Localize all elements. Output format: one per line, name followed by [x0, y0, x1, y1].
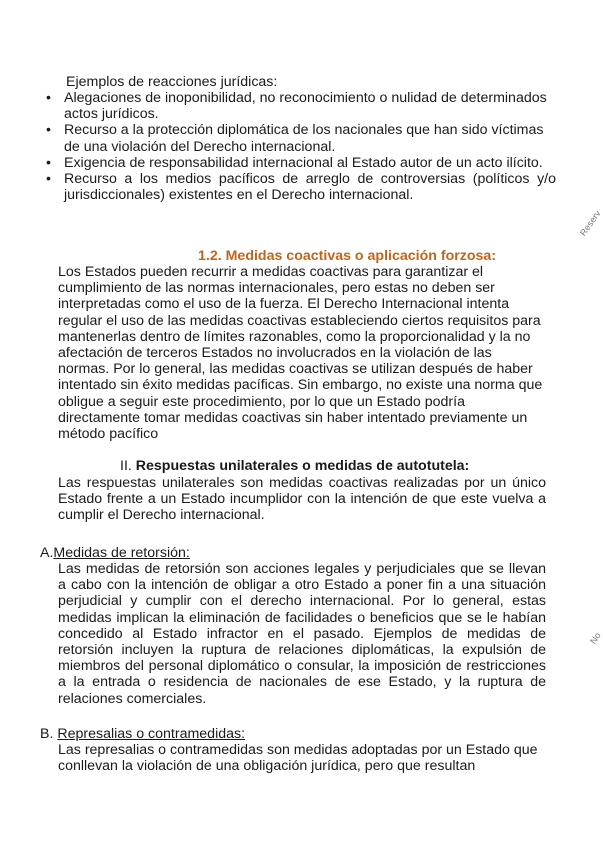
section-body-b: Las represalias o contramedidas son medidas adoptadas por un Estado que conllevan la violación de una obligación jurídica, pero que resultan [58, 742, 538, 775]
section-heading-b [40, 726, 245, 742]
intro-text: Ejemplos de reacciones jurídicas: [66, 74, 278, 90]
section-letter: A. [40, 545, 54, 561]
list-item-text: Alegaciones de inoponibilidad, no reconocimiento o nulidad de determinados actos jurídicos. [64, 90, 547, 123]
section-body-ii: Las respuestas unilaterales son medidas coactivas realizadas por un único Estado frente a un Estado incumplidor con la intención de que este vuelva a cumplir el Derecho internacional. [58, 475, 546, 524]
list-item-text: Recurso a la protección diplomática de los nacionales que han sido víctimas de una violación del Derecho internacional. [64, 122, 544, 155]
bullet-icon: • [46, 90, 51, 106]
list-item [46, 122, 556, 154]
section-heading-a [40, 545, 190, 561]
list-item [46, 90, 556, 122]
list-item [46, 171, 556, 203]
section-heading-1-2: 1.2. Medidas coactivas o aplicación forzosa: [198, 248, 497, 264]
watermark-text: No [588, 630, 603, 646]
bullet-icon: • [46, 171, 51, 188]
list-item [46, 155, 556, 171]
section-title: Medidas de retorsión: [53, 545, 190, 561]
section-body-1-2: Los Estados pueden recurrir a medidas coactivas para garantizar el cumplimiento de las normas internacionales, pero estas no deben ser interpretadas como el uso de la fuerza. El Derecho Internacional intenta regular el uso de las medidas coactivas estableciendo ciertos requisitos para mantenerlas dentro de límites razonables, como la proporcionalidad y la no afectación de terceros Estados no involucrados en la violación de las normas. Por lo general, las medidas coactivas se utilizan después de haber intentado sin éxito medidas pacíficas. Sin embargo, no existe una norma que obligue a seguir este procedimiento, por lo que un Estado podría directamente tomar medidas coactivas sin haber intentado previamente un método pacífico [58, 264, 543, 443]
list-item-text: Recurso a los medios pacíficos de arreglo de controversias (políticos y/o jurisdiccionales) existentes en el Derecho internacional. [64, 171, 556, 204]
section-heading-ii [120, 458, 469, 474]
list-item-text: Exigencia de responsabilidad internacional al Estado autor de un acto ilícito. [64, 154, 543, 171]
section-title: Respuestas unilaterales o medidas de autotutela: [135, 458, 470, 474]
section-body-a: Las medidas de retorsión son acciones legales y perjudiciales que se llevan a cabo con la intención de obligar a otro Estado a poner fin a una situación perjudicial y cumplir con el derecho internacional. Por lo general, estas medidas implican la eliminación de facilidades o beneficios que se le habían concedido al Estado infractor en el pasado. Ejemplos de medidas de retorsión incluyen la ruptura de relaciones diplomáticas, la expulsión de miembros del personal diplomático o consular, la imposición de restricciones a la entrada o residencia de nacionales de ese Estado, y la ruptura de relaciones comerciales. [58, 561, 546, 707]
section-numeral: II. [120, 458, 132, 474]
reactions-list [46, 90, 556, 203]
bullet-icon: • [46, 154, 51, 171]
watermark-text: Reserv [578, 208, 603, 238]
bullet-icon: • [46, 122, 51, 139]
section-title: Represalias o contramedidas: [57, 726, 246, 742]
section-letter: B. [40, 726, 54, 742]
